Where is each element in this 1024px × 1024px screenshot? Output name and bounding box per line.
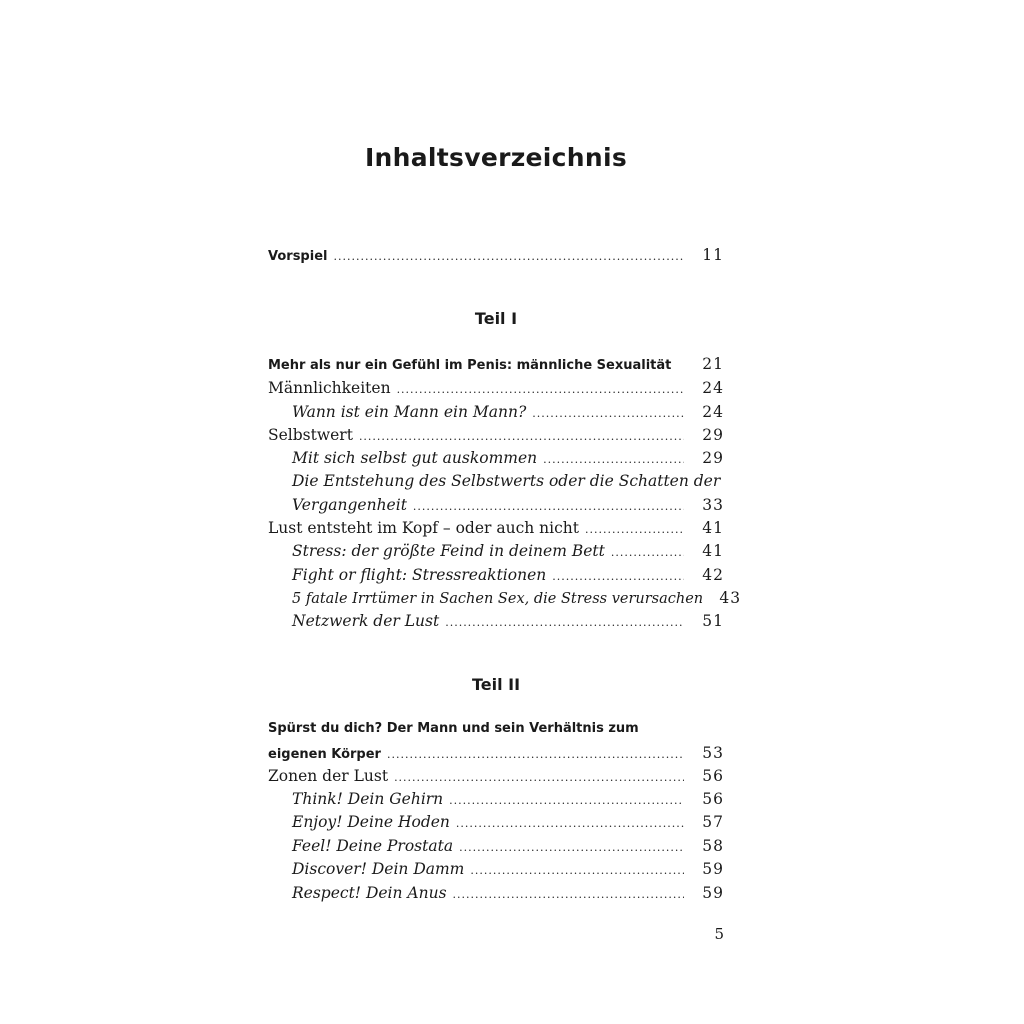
- toc-subentry: [292, 787, 724, 811]
- entry-page: 53: [702, 744, 724, 762]
- toc-subentry: [292, 563, 724, 587]
- entry-page: 11: [702, 246, 724, 264]
- entry-label: Mehr als nur ein Gefühl im Penis: männliche Sexualität: [268, 358, 672, 373]
- entry-label: Stress: der größte Feind in deinem Bett: [292, 542, 605, 560]
- entry-label: Wann ist ein Mann ein Mann?: [292, 403, 527, 421]
- entry-label: Die Entstehung des Selbstwerts oder die Schatten der: [292, 472, 721, 490]
- toc-subentry: [292, 539, 724, 563]
- entry-page: 57: [702, 813, 724, 831]
- toc-entry: [268, 516, 724, 540]
- toc-subentry: [292, 586, 742, 610]
- entry-label: Netzwerk der Lust: [292, 612, 440, 630]
- toc-entry: [268, 764, 724, 788]
- toc-chapter-2-line1: [268, 717, 724, 741]
- entry-label: Enjoy! Deine Hoden: [292, 813, 450, 831]
- entry-page: 24: [702, 403, 724, 421]
- toc-subentry: [292, 493, 724, 517]
- toc-subentry: [292, 446, 724, 470]
- entry-page: 24: [702, 379, 724, 397]
- part-heading-1: Teil I: [474, 309, 518, 328]
- entry-page: 42: [702, 566, 724, 584]
- leader-dots: [397, 378, 684, 402]
- part-heading-2: Teil II: [471, 675, 521, 694]
- entry-label: Vorspiel: [268, 249, 328, 264]
- entry-page: 41: [702, 519, 724, 537]
- entry-label: Feel! Deine Prostata: [292, 837, 454, 855]
- entry-label: Lust entsteht im Kopf – oder auch nicht: [268, 519, 580, 537]
- entry-label: Zonen der Lust: [268, 767, 389, 785]
- entry-page: 21: [702, 355, 724, 373]
- leader-dots: [445, 611, 684, 635]
- page-number: 5: [714, 925, 724, 943]
- entry-page: 33: [702, 496, 724, 514]
- entry-label: Selbstwert: [268, 426, 353, 444]
- toc-subentry: [292, 881, 724, 905]
- toc-chapter-1: [268, 352, 724, 376]
- entry-label: Fight or flight: Stressreaktionen: [292, 566, 547, 584]
- leader-dots: [333, 245, 684, 269]
- toc-subentry: [292, 609, 724, 633]
- leader-dots: [611, 541, 684, 565]
- entry-page: 59: [702, 884, 724, 902]
- leader-dots: [453, 883, 684, 907]
- entry-label: Discover! Dein Damm: [292, 860, 465, 878]
- entry-page: 51: [702, 612, 724, 630]
- entry-page: 43: [719, 589, 742, 607]
- toc-subentry-wrapped: [292, 469, 724, 493]
- entry-label: Vergangenheit: [292, 496, 407, 514]
- toc-chapter-2-line2: [268, 741, 724, 765]
- entry-label: Respect! Dein Anus: [292, 884, 447, 902]
- toc-entry: [268, 376, 724, 400]
- entry-label: Think! Dein Gehirn: [292, 790, 444, 808]
- entry-page: 59: [702, 860, 724, 878]
- entry-page: 58: [702, 837, 724, 855]
- toc-subentry: [292, 810, 724, 834]
- toc-subentry: [292, 400, 724, 424]
- toc-subentry: [292, 857, 724, 881]
- entry-page: 41: [702, 542, 724, 560]
- entry-label: eigenen Körper: [268, 747, 381, 762]
- toc-entry: [268, 423, 724, 447]
- toc-entry-vorspiel: [268, 243, 724, 267]
- entry-page: 56: [702, 790, 724, 808]
- entry-label: Spürst du dich? Der Mann und sein Verhältnis zum: [268, 721, 639, 736]
- leader-dots: [470, 859, 684, 883]
- toc-subentry: [292, 834, 724, 858]
- leader-dots: [456, 812, 684, 836]
- entry-label: Männlichkeiten: [268, 379, 391, 397]
- entry-page: 29: [702, 426, 724, 444]
- entry-label: 5 fatale Irrtümer in Sachen Sex, die Stress verursachen: [292, 591, 704, 607]
- entry-label: Mit sich selbst gut auskommen: [292, 449, 538, 467]
- entry-page: 56: [702, 767, 724, 785]
- toc-title: Inhaltsverzeichnis: [364, 143, 628, 172]
- entry-page: 29: [702, 449, 724, 467]
